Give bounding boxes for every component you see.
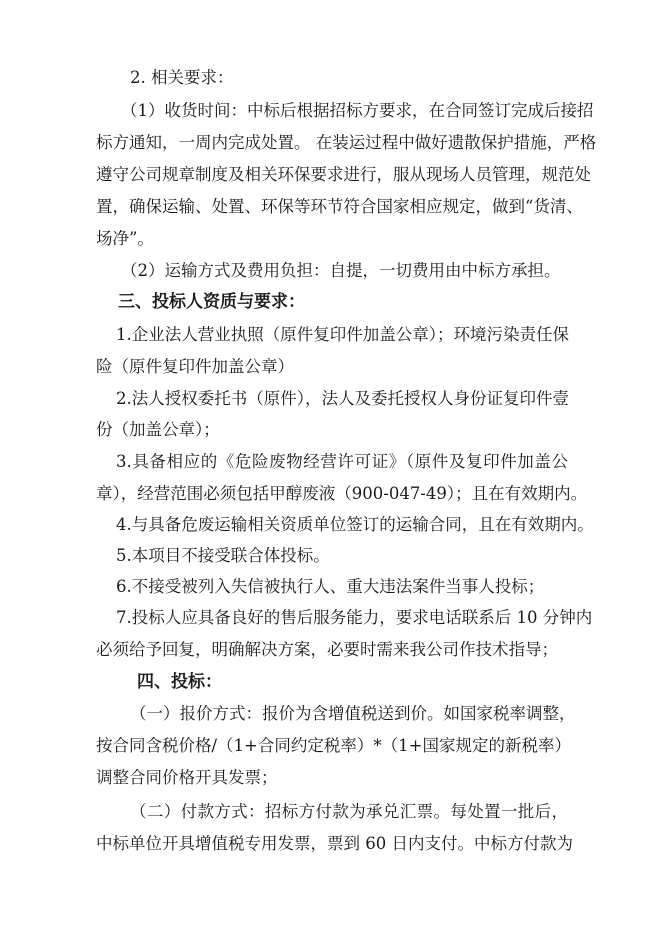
list-item: 5.本项目不接受联合体投标。 <box>116 546 330 565</box>
paragraph-line: （二）付款方式：招标方付款为承兑汇票。每处置一批后， <box>130 802 568 821</box>
paragraph-line: 遵守公司规章制度及相关环保要求进行，服从现场人员管理，规范处 <box>96 165 591 184</box>
list-item: 4.与具备危废运输相关资质单位签订的运输合同，且在有效期内。 <box>116 515 594 534</box>
section-4-heading: 四、投标： <box>137 672 222 692</box>
paragraph-line: （一）报价方式：报价为含增值税送到价。如国家税率调整， <box>130 704 576 723</box>
paragraph-line: 按合同含税价格/（1+合同约定税率）*（1+国家规定的新税率） <box>96 736 571 755</box>
list-item: 3.具备相应的《危险废物经营许可证》（原件及复印件加盖公 <box>116 452 568 471</box>
paragraph-line: 调整合同价格开具发票； <box>96 768 278 787</box>
paragraph-line: 标方通知，一周内完成处置。 在装运过程中做好遗散保护措施，严格 <box>96 133 597 152</box>
section-2-title: 2. 相关要求： <box>130 68 234 87</box>
list-item: 份（加盖公章）； <box>96 420 220 439</box>
paragraph-line: （1）收货时间：中标后根据招标方要求，在合同签订完成后接招 <box>121 101 594 120</box>
list-item: 7.投标人应具备良好的售后服务能力，要求电话联系后 10 分钟内 <box>116 608 593 627</box>
section-3-heading: 三、投标人资质与要求： <box>118 292 305 312</box>
list-item: 2.法人授权委托书（原件），法人及委托授权人身份证复印件壹 <box>116 389 569 408</box>
paragraph-line: 场净”。 <box>96 229 154 248</box>
paragraph-line: （2）运输方式及费用负担：自提，一切费用由中标方承担。 <box>121 261 561 280</box>
paragraph-line: 中标单位开具增值税专用发票，票到 60 日内支付。中标方付款为 <box>96 834 573 853</box>
list-item: 险（原件复印件加盖公章） <box>96 357 294 376</box>
paragraph-line: 置，确保运输、处置、环保等环节符合国家相应规定，做到“货清、 <box>96 197 583 216</box>
list-item: 6.不接受被列入失信被执行人、重大违法案件当事人投标； <box>116 577 545 596</box>
list-item: 必须给予回复，明确解决方案，必要时需来我公司作技术指导； <box>96 640 558 659</box>
list-item: 章），经营范围必须包括甲醇废液（900-047-49）；且在有效期内。 <box>96 484 588 503</box>
list-item: 1.企业法人营业执照（原件复印件加盖公章）；环境污染责任保 <box>116 325 569 344</box>
